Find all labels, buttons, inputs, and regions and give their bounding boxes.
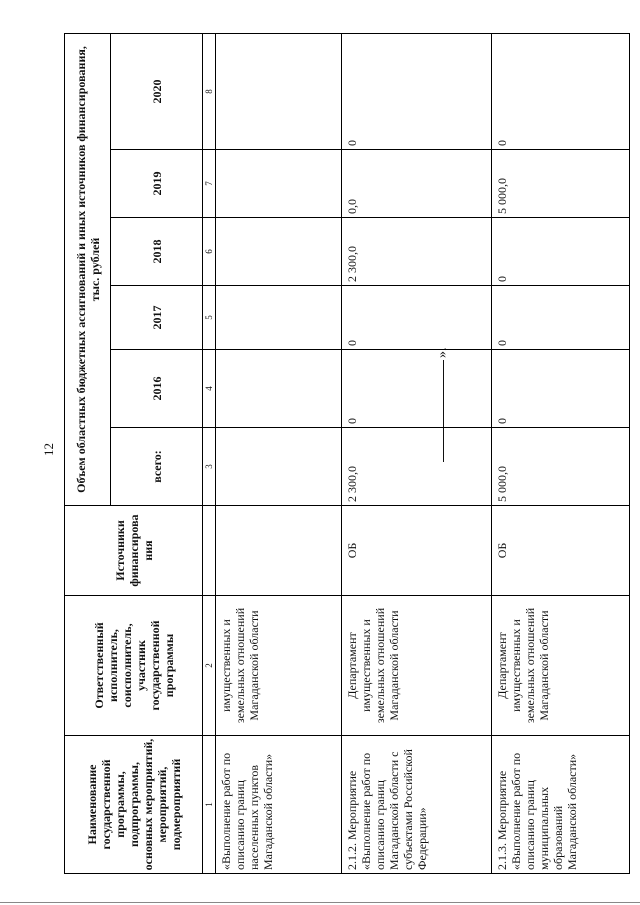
index-cell: 7 [203,150,216,218]
header-year-2016: 2016 [111,350,203,428]
row-total: 2 300,0 [342,428,492,506]
row-2019: 5 000,0 [492,150,630,218]
header-year-2020: 2020 [111,33,203,149]
row-name: 2.1.2. Мероприятие «Выполнение работ по описанию границ Магаданской области с субъектами Российской Федерации» [342,736,492,874]
row-2016 [216,350,342,428]
row-2018: 0 [492,218,630,286]
row-source: ОБ [492,506,630,596]
row-total [216,428,342,506]
row-2017 [216,286,342,350]
row-executor: Департамент имущественных и земельных отношений Магаданской области [492,596,630,736]
index-cell: 5 [203,286,216,350]
header-total: всего: [111,428,203,506]
row-2018: 2 300,0 [342,218,492,286]
index-cell: 4 [203,350,216,428]
column-index-row [203,33,216,873]
header-year-2018: 2018 [111,218,203,286]
header-year-2017: 2017 [111,286,203,350]
row-2017: 0 [492,286,630,350]
row-source [216,506,342,596]
index-cell [203,506,216,596]
rotated-table-container [64,34,628,874]
row-2016: 0 [342,350,492,428]
row-name: «Выполнение работ по описанию границ населенных пунктов Магаданской области» [216,736,342,874]
row-source: ОБ [342,506,492,596]
row-executor: имущественных и земельных отношений Магаданской области [216,596,342,736]
closing-quote: ». [435,347,450,358]
page-bottom-rule [0,902,640,903]
index-cell: 3 [203,428,216,506]
row-2020: 0 [342,33,492,149]
row-2020: 0 [492,33,630,149]
index-cell: 8 [203,33,216,149]
funding-table [64,33,630,874]
row-2017: 0 [342,286,492,350]
table-row [342,33,492,873]
table-row [216,33,342,873]
row-2019 [216,150,342,218]
header-name: Наименование государственной программы, подпрограммы, основных мероприятий, мероприятий, подмероприятий [65,736,203,874]
row-executor: Департамент имущественных и земельных отношений Магаданской области [342,596,492,736]
header-year-2019: 2019 [111,150,203,218]
index-cell: 2 [203,596,216,736]
row-2018 [216,218,342,286]
index-cell: 6 [203,218,216,286]
header-executor: Ответственный исполнитель, соисполнитель, участник государственной программы [65,596,203,736]
row-name: 2.1.3. Мероприятие «Выполнение работ по описанию границ муниципальных образований Магаданской области» [492,736,630,874]
row-2019: 0,0 [342,150,492,218]
header-funding-group: Объем областных бюджетных ассигнований и иных источников финансирования, тыс. рублей [65,33,111,505]
header-row-1 [65,33,111,873]
header-source: Источники финансирова ния [65,506,203,596]
table-row [492,33,630,873]
row-total: 5 000,0 [492,428,630,506]
row-2016: 0 [492,350,630,428]
index-cell: 1 [203,736,216,874]
row-2020 [216,33,342,149]
page-number: 12 [41,443,56,456]
